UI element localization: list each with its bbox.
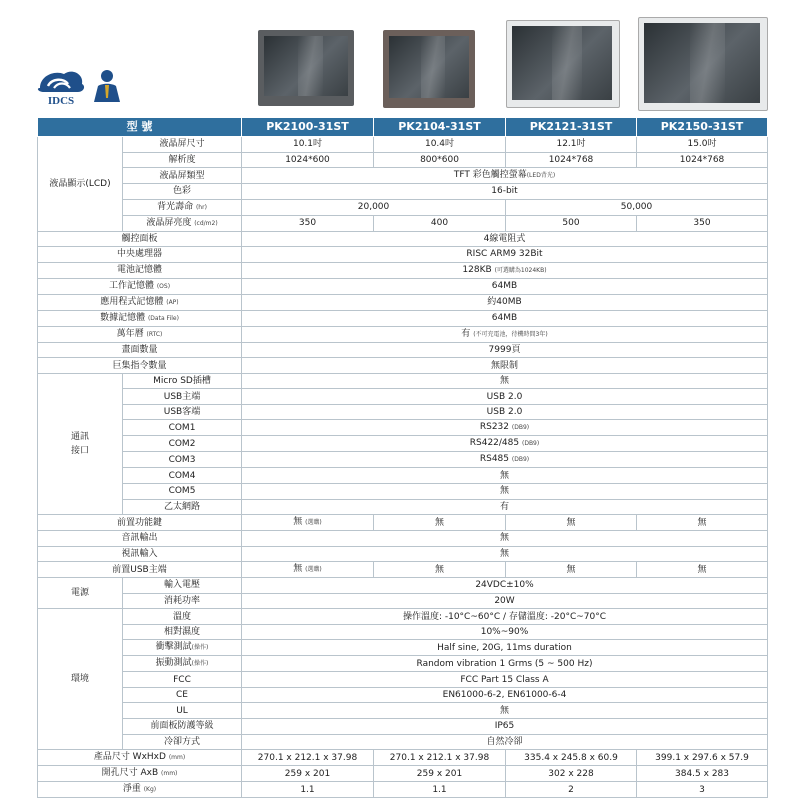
cell: 10.4吋 [374, 137, 506, 153]
table-row [38, 546, 768, 562]
table-row [38, 404, 768, 420]
row-label: 乙太網路 [123, 499, 242, 515]
table-row [38, 294, 768, 310]
row-label: 數據記憶體 (Data File) [38, 310, 242, 326]
product-image-pk2100 [258, 30, 354, 106]
table-row [38, 750, 768, 766]
cell: RS422/485 (DB9) [242, 436, 768, 452]
cell: 1024*768 [637, 152, 768, 168]
row-label: COM5 [123, 484, 242, 500]
cell: 10.1吋 [242, 137, 374, 153]
cell: 無 [637, 562, 768, 578]
table-row [38, 656, 768, 672]
cell: 1.1 [242, 782, 374, 798]
cell: 335.4 x 245.8 x 60.9 [506, 750, 637, 766]
row-label: COM2 [123, 436, 242, 452]
row-label: 萬年曆 (RTC) [38, 326, 242, 342]
group-power: 電源 [38, 578, 123, 609]
row-label: 溫度 [123, 609, 242, 625]
cell: 無 [506, 515, 637, 531]
cell: 4線電阻式 [242, 231, 768, 247]
row-label: FCC [123, 672, 242, 688]
table-row [38, 310, 768, 326]
table-row [38, 278, 768, 294]
cell: 1.1 [374, 782, 506, 798]
cell: 302 x 228 [506, 766, 637, 782]
cell: 270.1 x 212.1 x 37.98 [242, 750, 374, 766]
table-row [38, 358, 768, 374]
model-header: 型 號 [38, 118, 242, 137]
cell: 自然冷卻 [242, 734, 768, 750]
model-pk2104: PK2104-31ST [374, 118, 506, 137]
cell: 128KB (可選購為1024KB) [242, 262, 768, 278]
row-label: 開孔尺寸 AxB (mm) [38, 766, 242, 782]
cell: 350 [242, 215, 374, 231]
table-row [38, 672, 768, 688]
cell: IP65 [242, 719, 768, 735]
spec-table [37, 117, 768, 798]
cell: 12.1吋 [506, 137, 637, 153]
row-label: 相對濕度 [123, 624, 242, 640]
row-label: COM3 [123, 452, 242, 468]
row-label: 淨重 (Kg) [38, 782, 242, 798]
cell: 無 [242, 531, 768, 547]
row-label: 產品尺寸 WxHxD (mm) [38, 750, 242, 766]
table-row [38, 484, 768, 500]
row-label: Micro SD插槽 [123, 373, 242, 389]
row-label: 畫面數量 [38, 342, 242, 358]
table-row [38, 262, 768, 278]
row-label: 振動測試(操作) [123, 656, 242, 672]
table-row [38, 578, 768, 594]
cell: 2 [506, 782, 637, 798]
cell: RISC ARM9 32Bit [242, 247, 768, 263]
cell: 無 [242, 546, 768, 562]
row-label: UL [123, 703, 242, 719]
cell: 24VDC±10% [242, 578, 768, 594]
cell: 64MB [242, 278, 768, 294]
row-label: 觸控面板 [38, 231, 242, 247]
table-row [38, 342, 768, 358]
cell: 7999頁 [242, 342, 768, 358]
row-label: USB客端 [123, 404, 242, 420]
table-row [38, 468, 768, 484]
group-env: 環境 [38, 609, 123, 750]
table-row [38, 719, 768, 735]
cell: 無 [637, 515, 768, 531]
table-row [38, 184, 768, 200]
model-pk2100: PK2100-31ST [242, 118, 374, 137]
table-row [38, 703, 768, 719]
cell: 400 [374, 215, 506, 231]
cell: RS485 (DB9) [242, 452, 768, 468]
table-row [38, 215, 768, 231]
cell: 350 [637, 215, 768, 231]
cell: 有 (不可充電池，待機時間3年) [242, 326, 768, 342]
cell: 1024*768 [506, 152, 637, 168]
table-row [38, 326, 768, 342]
row-label: 前置功能鍵 [38, 515, 242, 531]
product-image-pk2150 [638, 17, 768, 111]
cell: 259 x 201 [242, 766, 374, 782]
cell: 20,000 [242, 199, 506, 215]
product-image-pk2121 [506, 20, 620, 108]
table-row [38, 593, 768, 609]
table-row [38, 687, 768, 703]
cell: 無 [242, 468, 768, 484]
cell: 20W [242, 593, 768, 609]
table-row [38, 373, 768, 389]
idcs-logo [34, 66, 88, 106]
cell: 15.0吋 [637, 137, 768, 153]
table-row [38, 436, 768, 452]
table-row [38, 562, 768, 578]
model-pk2121: PK2121-31ST [506, 118, 637, 137]
cell: 約40MB [242, 294, 768, 310]
cell: TFT 彩色觸控螢幕(LED背光) [242, 168, 768, 184]
cell: 3 [637, 782, 768, 798]
row-label: COM4 [123, 468, 242, 484]
cell: 無限制 [242, 358, 768, 374]
table-row [38, 734, 768, 750]
row-label: 衝擊測試(操作) [123, 640, 242, 656]
row-label: 消耗功率 [123, 593, 242, 609]
row-label: 前置USB主端 [38, 562, 242, 578]
cell: 50,000 [506, 199, 768, 215]
row-label: 中央處理器 [38, 247, 242, 263]
cell: RS232 (DB9) [242, 420, 768, 436]
cell: 259 x 201 [374, 766, 506, 782]
row-label: 色彩 [123, 184, 242, 200]
cell: 無 [242, 703, 768, 719]
group-comm: 通訊 接口 [38, 373, 123, 514]
cell: 16-bit [242, 184, 768, 200]
table-row [38, 499, 768, 515]
product-hero [0, 0, 789, 116]
row-label: COM1 [123, 420, 242, 436]
cell: 399.1 x 297.6 x 57.9 [637, 750, 768, 766]
model-pk2150: PK2150-31ST [637, 118, 768, 137]
cell: 64MB [242, 310, 768, 326]
table-row [38, 766, 768, 782]
cell: 1024*600 [242, 152, 374, 168]
table-header-row [38, 118, 768, 137]
cell: 無 (選購) [242, 515, 374, 531]
cell: EN61000-6-2, EN61000-6-4 [242, 687, 768, 703]
row-label: 視訊輸入 [38, 546, 242, 562]
cell: 384.5 x 283 [637, 766, 768, 782]
row-label: 巨集指令數量 [38, 358, 242, 374]
cell: 無 [374, 562, 506, 578]
table-row [38, 452, 768, 468]
table-row [38, 782, 768, 798]
row-label: 冷卻方式 [123, 734, 242, 750]
cell: Half sine, 20G, 11ms duration [242, 640, 768, 656]
cell: 800*600 [374, 152, 506, 168]
cell: 無 [506, 562, 637, 578]
cell: 10%~90% [242, 624, 768, 640]
row-label: 前面板防護等級 [123, 719, 242, 735]
cell: 操作溫度: -10°C~60°C / 存儲溫度: -20°C~70°C [242, 609, 768, 625]
cell: 無 [242, 373, 768, 389]
cell: 無 [242, 484, 768, 500]
group-lcd: 液晶顯示(LCD) [38, 137, 123, 232]
row-label: 液晶屏亮度 (cd/m2) [123, 215, 242, 231]
row-label: USB主端 [123, 389, 242, 405]
table-row [38, 137, 768, 153]
person-icon [92, 68, 122, 104]
product-image-pk2104 [383, 30, 475, 108]
cell: Random vibration 1 Grms (5 ~ 500 Hz) [242, 656, 768, 672]
row-label: 解析度 [123, 152, 242, 168]
table-row [38, 531, 768, 547]
table-row [38, 609, 768, 625]
table-row [38, 389, 768, 405]
svg-text:IDCS: IDCS [47, 95, 75, 106]
cell: 500 [506, 215, 637, 231]
cell: USB 2.0 [242, 389, 768, 405]
table-row [38, 231, 768, 247]
row-label: 輸入電壓 [123, 578, 242, 594]
row-label: 背光壽命 (hr) [123, 199, 242, 215]
table-row [38, 515, 768, 531]
table-row [38, 152, 768, 168]
table-row [38, 247, 768, 263]
row-label: 液晶屏尺寸 [123, 137, 242, 153]
row-label: CE [123, 687, 242, 703]
table-row [38, 640, 768, 656]
cell: USB 2.0 [242, 404, 768, 420]
row-label: 應用程式記憶體 (AP) [38, 294, 242, 310]
cell: FCC Part 15 Class A [242, 672, 768, 688]
row-label: 音訊輸出 [38, 531, 242, 547]
cell: 有 [242, 499, 768, 515]
row-label: 電池記憶體 [38, 262, 242, 278]
table-row [38, 168, 768, 184]
table-row [38, 420, 768, 436]
row-label: 液晶屏類型 [123, 168, 242, 184]
table-row [38, 624, 768, 640]
cell: 無 [374, 515, 506, 531]
table-row [38, 199, 768, 215]
cell: 無 (選購) [242, 562, 374, 578]
row-label: 工作記憶體 (OS) [38, 278, 242, 294]
cell: 270.1 x 212.1 x 37.98 [374, 750, 506, 766]
